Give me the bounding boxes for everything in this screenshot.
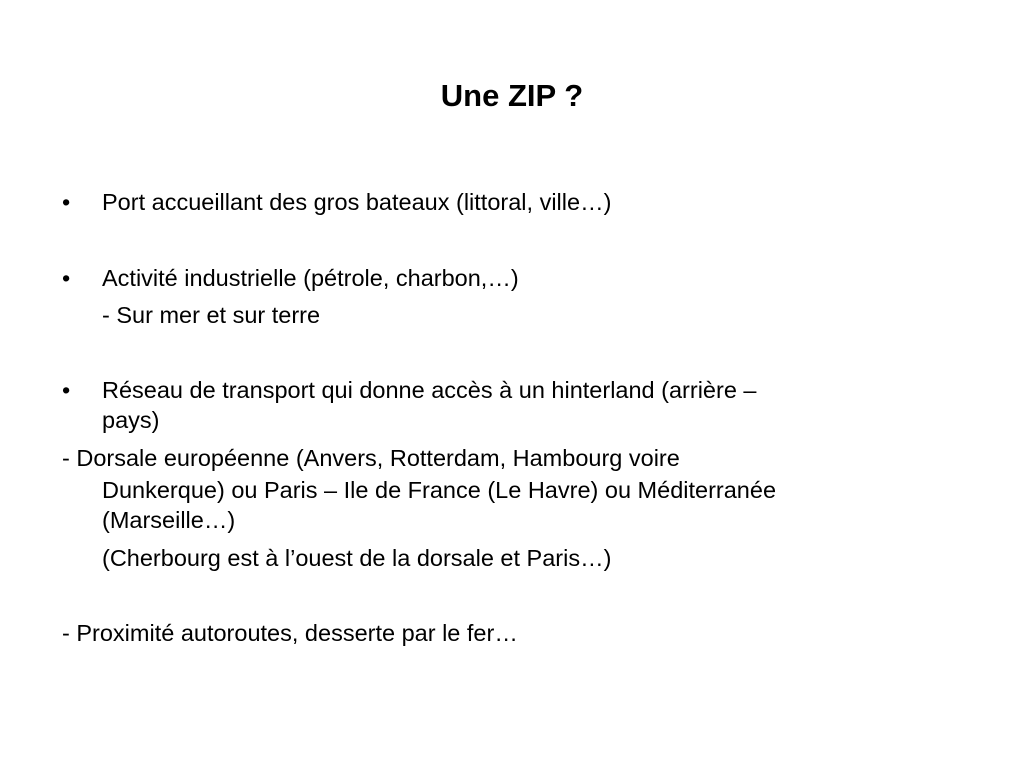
dash-line-dorsale-continuation: Dunkerque) ou Paris – Ile de France (Le Havre) ou Méditerranée: [102, 477, 777, 503]
bullet-text: Port accueillant des gros bateaux (littoral, ville…): [102, 189, 612, 215]
bullet-marker: •: [62, 377, 71, 403]
bullet-text: Activité industrielle (pétrole, charbon,…): [102, 265, 519, 291]
bullet-marker: •: [62, 265, 71, 291]
dash-line-dorsale: - Dorsale européenne (Anvers, Rotterdam, Hambourg voire: [62, 445, 680, 471]
bullet-text: Réseau de transport qui donne accès à un hinterland (arrière –: [102, 377, 757, 403]
sub-line-mer-terre: - Sur mer et sur terre: [102, 302, 321, 328]
dash-line-dorsale-continuation: (Marseille…): [102, 507, 236, 533]
dash-line-proximite: - Proximité autoroutes, desserte par le fer…: [62, 620, 518, 646]
sub-line-cherbourg: (Cherbourg est à l’ouest de la dorsale et Paris…): [102, 545, 612, 571]
slide-title: Une ZIP ?: [440, 78, 584, 113]
bullet-text-continuation: pays): [102, 407, 160, 433]
bullet-marker: •: [62, 189, 71, 215]
